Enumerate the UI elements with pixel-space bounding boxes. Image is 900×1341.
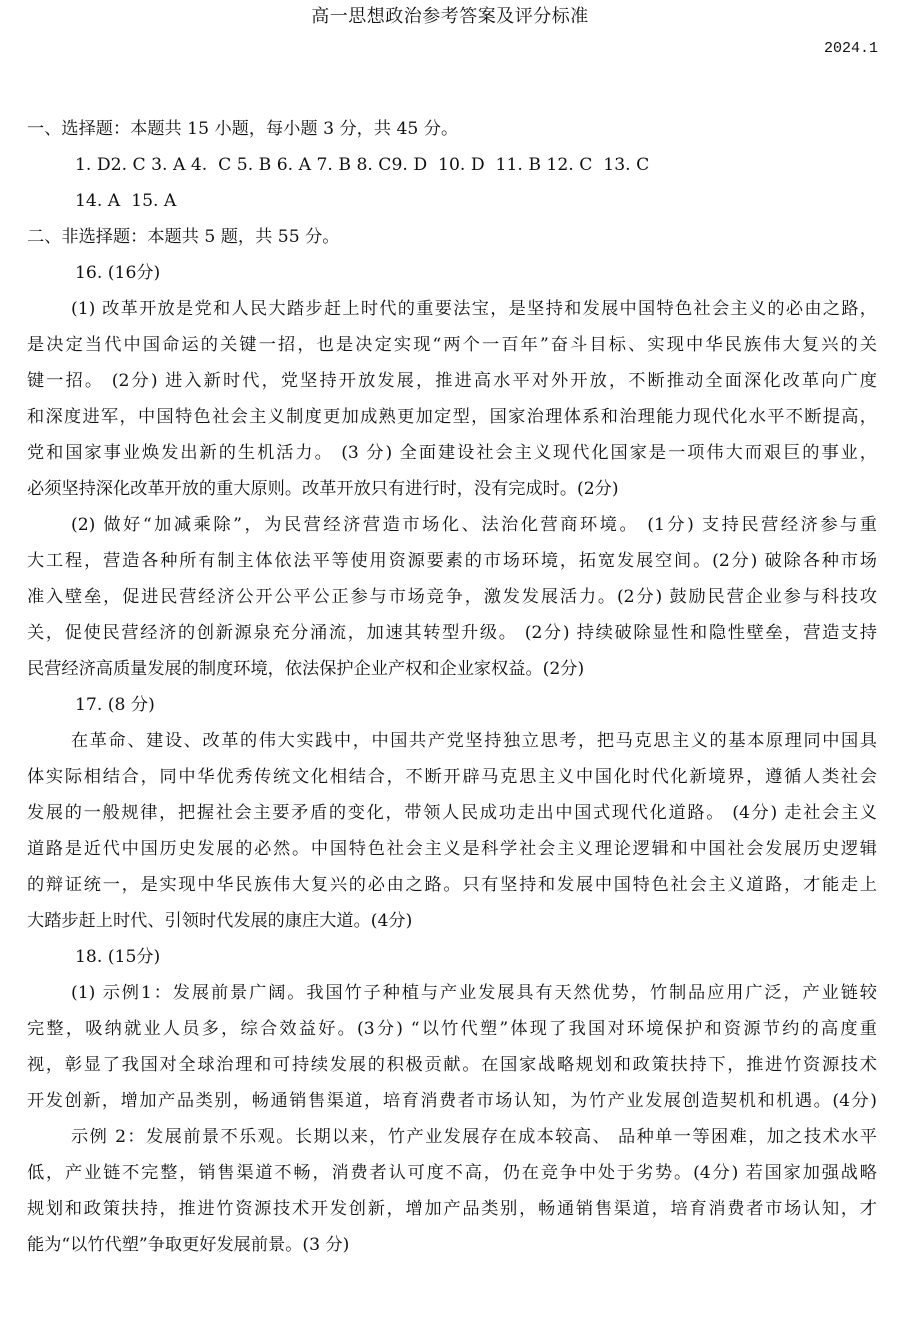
answer-key-row-1: 1. D2. C 3. A 4. C 5. B 6. A 7. B 8. C9. D 10. D 11. B 12. C 13. C <box>75 155 650 175</box>
answer-key-row-2: 14. A 15. A <box>75 191 177 211</box>
q17-p1-line: 大踏步赶上时代、引领时代发展的康庄大道。(4分) <box>27 911 413 931</box>
q16-p1-line: 和深度进军，中国特色社会主义制度更加成熟更加定型，国家治理体系和治理能力现代化水平不断提高， <box>27 407 877 427</box>
q16-p1-line: 党和国家事业焕发出新的生机活力。 (3 分) 全面建设社会主义现代化国家是一项伟大而艰巨的事业， <box>27 443 877 463</box>
q18-p1-line: (1) 示例1：发展前景广阔。我国竹子种植与产业发展具有天然优势，竹制品应用广泛，产业链较 <box>71 983 877 1003</box>
q17-label: 17. (8 分) <box>75 695 155 715</box>
q17-p1-line: 体实际相结合，同中华优秀传统文化相结合，不断开辟马克思主义中国化时代化新境界，遵循人类社会 <box>27 767 877 787</box>
page-title: 高一思想政治参考答案及评分标准 <box>311 6 589 27</box>
q18-p2-line: 规划和政策扶持，推进竹资源技术开发创新，增加产品类别，畅通销售渠道，培育消费者市场认知，才 <box>27 1199 877 1219</box>
q16-p2-line: 大工程，营造各种所有制主体依法平等使用资源要素的市场环境，拓宽发展空间。(2分) 破除各种市场 <box>27 551 877 571</box>
q16-p2-line: 关，促使民营经济的创新源泉充分涌流，加速其转型升级。 (2分) 持续破除显性和隐性壁垒，营造支持 <box>27 623 877 643</box>
q17-p1-line: 道路是近代中国历史发展的必然。中国特色社会主义是科学社会主义理论逻辑和中国社会发展历史逻辑 <box>27 839 877 859</box>
q16-p2-line: (2) 做好“加减乘除”，为民营经济营造市场化、法治化营商环境。 (1分) 支持民营经济参与重 <box>71 515 877 535</box>
q18-label: 18. (15分) <box>75 947 161 967</box>
q18-p1-line: 完整，吸纳就业人员多，综合效益好。(3分) “以竹代塑”体现了我国对环境保护和资源节约的高度重 <box>27 1019 877 1039</box>
q18-p2-line: 能为“以竹代塑”争取更好发展前景。(3 分) <box>27 1235 350 1255</box>
q16-p1-line: 是决定当代中国命运的关键一招，也是决定实现“两个一百年”奋斗目标、实现中华民族伟大复兴的关 <box>27 335 877 355</box>
q18-p2-line: 示例 2：发展前景不乐观。长期以来，竹产业发展存在成本较高、 品种单一等困难，加之技术水平 <box>71 1127 877 1147</box>
q16-p2-line: 民营经济高质量发展的制度环境，依法保护企业产权和企业家权益。(2分) <box>27 659 585 679</box>
q18-p1-line: 开发创新，增加产品类别，畅通销售渠道，培育消费者市场认知，为竹产业发展创造契机和机遇。(4分) <box>27 1091 877 1111</box>
q16-p1-line: (1) 改革开放是党和人民大踏步赶上时代的重要法宝，是坚持和发展中国特色社会主义的必由之路， <box>71 299 877 319</box>
q18-p1-line: 视，彰显了我国对全球治理和可持续发展的积极贡献。在国家战略规划和政策扶持下，推进竹资源技术 <box>27 1055 877 1075</box>
q18-p2-line: 低，产业链不完整，销售渠道不畅，消费者认可度不高，仍在竞争中处于劣势。(4分) 若国家加强战略 <box>27 1163 877 1183</box>
q17-p1-line: 的辩证统一，是实现中华民族伟大复兴的必由之路。只有坚持和发展中国特色社会主义道路，才能走上 <box>27 875 877 895</box>
document-body <box>27 111 877 1263</box>
section1-heading: 一、选择题：本题共 15 小题，每小题 3 分，共 45 分。 <box>27 119 459 139</box>
q16-p1-line: 键一招。 (2分) 进入新时代，党坚持开放发展，推进高水平对外开放，不断推动全面深化改革向广度 <box>27 371 877 391</box>
q17-p1-line: 在革命、建设、改革的伟大实践中，中国共产党坚持独立思考，把马克思主义的基本原理同中国具 <box>71 731 877 751</box>
q16-label: 16. (16分) <box>75 263 161 283</box>
q16-p1-line: 必须坚持深化改革开放的重大原则。改革开放只有进行时，没有完成时。(2分) <box>27 479 619 499</box>
document-date: 2024.1 <box>823 40 878 57</box>
section2-heading: 二、非选择题：本题共 5 题，共 55 分。 <box>27 227 340 247</box>
q16-p2-line: 准入壁垒，促进民营经济公开公平公正参与市场竞争，激发发展活力。(2分) 鼓励民营企业参与科技攻 <box>27 587 877 607</box>
q17-p1-line: 发展的一般规律，把握社会主要矛盾的变化，带领人民成功走出中国式现代化道路。 (4分) 走社会主义 <box>27 803 877 823</box>
